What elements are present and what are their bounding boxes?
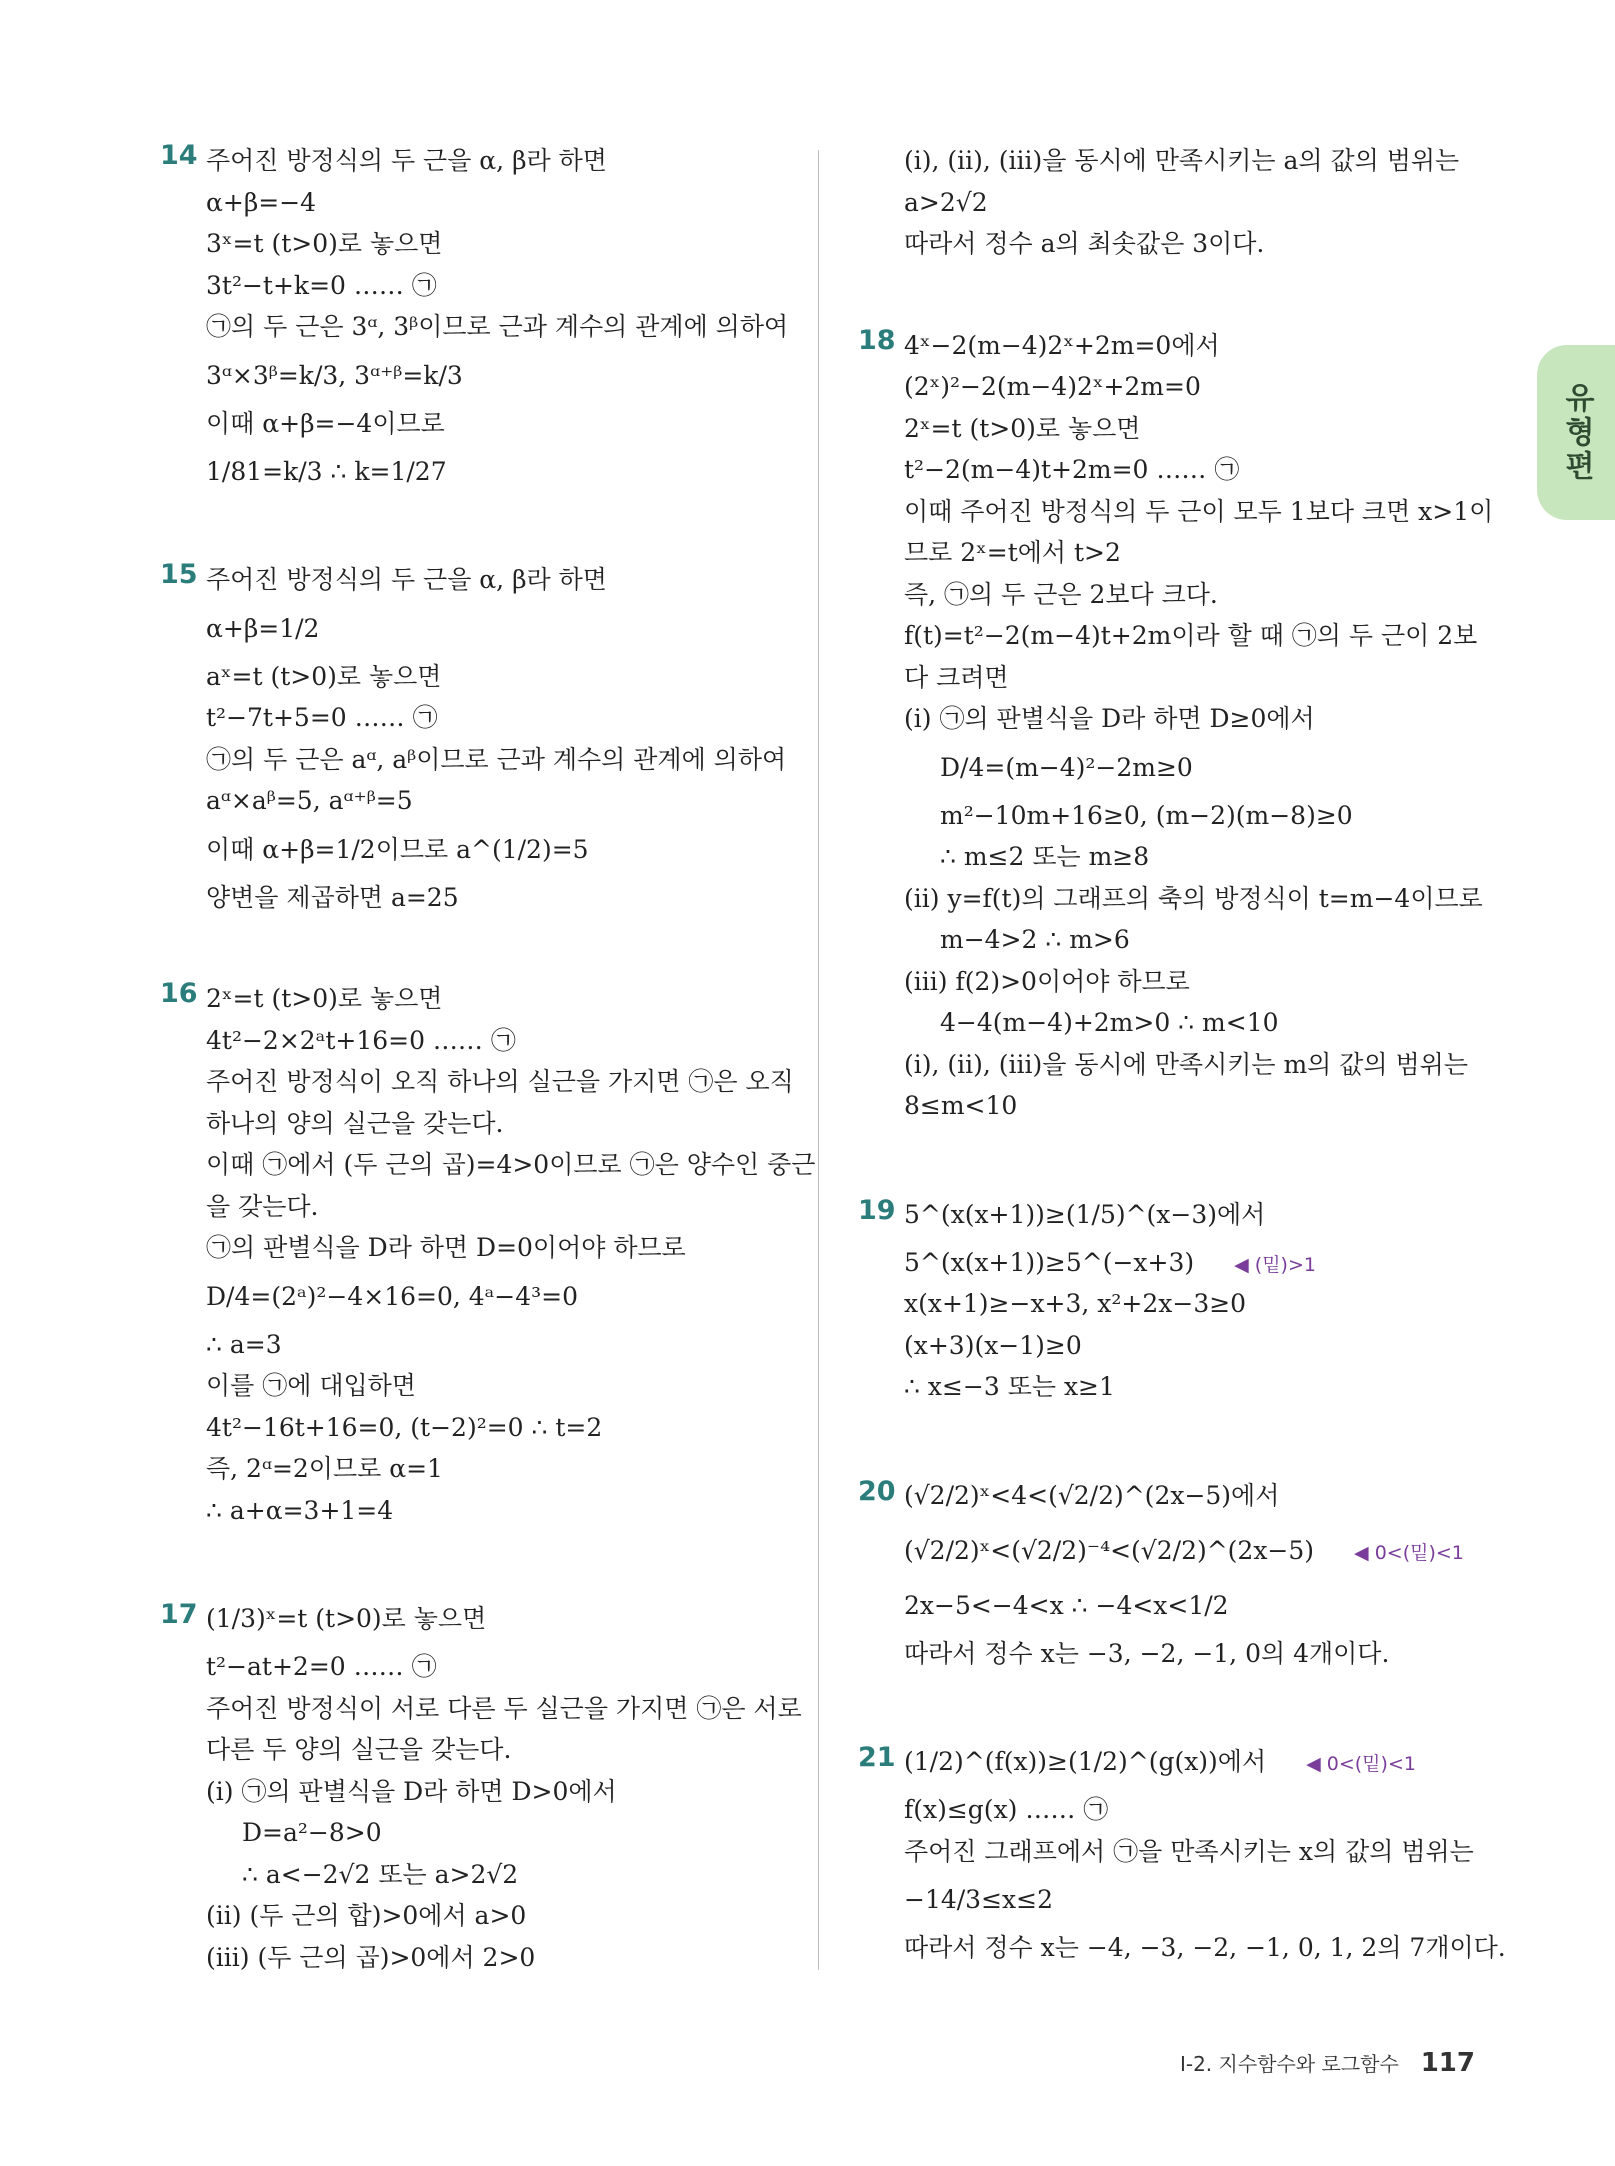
solution-line: −14/3≤x≤2 xyxy=(904,1885,1053,1914)
solution-line: 다 크려면 xyxy=(904,662,1009,692)
solution-line: 주어진 방정식이 오직 하나의 실근을 가지면 ㉠은 오직 xyxy=(206,1067,794,1096)
solution-line: 2ˣ=t (t>0)로 놓으면 xyxy=(206,984,443,1013)
solution-line: 을 갖는다. xyxy=(206,1191,319,1221)
solution-line: 4t²−2×2ᵃt+16=0 …… ㉠ xyxy=(206,1025,516,1055)
solution-line: (ⅰ), (ⅱ), (ⅲ)을 동시에 만족시키는 a의 값의 범위는 xyxy=(904,146,1460,175)
solution-line: 5^(x(x+1))≥5^(−x+3) xyxy=(904,1247,1195,1277)
solution-line: aˣ=t (t>0)로 놓으면 xyxy=(206,661,442,691)
solution-line: m−4>2 ∴ m>6 xyxy=(940,925,1130,954)
solution-line: D=a²−8>0 xyxy=(242,1818,382,1847)
solution-line: ㉠의 판별식을 D라 하면 D=0이어야 하므로 xyxy=(206,1233,686,1262)
problem-number: 19 xyxy=(858,1194,896,1226)
solution-line: 따라서 정수 x는 −4, −3, −2, −1, 0, 1, 2의 7개이다. xyxy=(904,1933,1506,1962)
solution-line: 2x−5<−4<x ∴ −4<x<1/2 xyxy=(904,1590,1229,1620)
solution-line: aᵅ×aᵝ=5, aᵅ⁺ᵝ=5 xyxy=(206,786,413,815)
solution-line: 주어진 그래프에서 ㉠을 만족시키는 x의 값의 범위는 xyxy=(904,1836,1474,1866)
solution-line: 3ˣ=t (t>0)로 놓으면 xyxy=(206,229,443,258)
problem-number: 16 xyxy=(160,978,198,1009)
solution-line: 5^(x(x+1))≥(1/5)^(x−3)에서 xyxy=(904,1199,1266,1229)
solution-line: (2ˣ)²−2(m−4)2ˣ+2m=0 xyxy=(904,372,1201,401)
solution-line: (ⅱ) y=f(t)의 그래프의 축의 방정식이 t=m−4이므로 xyxy=(904,883,1483,913)
solution-line: x(x+1)≥−x+3, x²+2x−3≥0 xyxy=(904,1289,1247,1318)
problem-19 xyxy=(858,1187,1498,1408)
problem-number: 15 xyxy=(160,559,198,590)
solution-line: 이를 ㉠에 대입하면 xyxy=(206,1371,416,1400)
solution-line: 므로 2ˣ=t에서 t>2 xyxy=(904,538,1121,567)
problem-number: 21 xyxy=(858,1742,896,1773)
solution-line: 따라서 정수 x는 −3, −2, −1, 0의 4개이다. xyxy=(904,1638,1390,1668)
problem-16 xyxy=(160,978,816,1531)
problem-number: 18 xyxy=(858,324,896,356)
solution-line: (ⅱ) (두 근의 합)>0에서 a>0 xyxy=(206,1901,527,1930)
page-number: 117 xyxy=(1420,2048,1475,2078)
base-note: ◀ 0<(밑)<1 xyxy=(1306,1753,1416,1775)
solution-line: ∴ a<−2√2 또는 a>2√2 xyxy=(242,1859,519,1889)
problem-17 xyxy=(160,1591,800,1978)
solution-line: 4t²−16t+16=0, (t−2)²=0 ∴ t=2 xyxy=(206,1412,603,1442)
solution-line: (√2/2)ˣ<(√2/2)⁻⁴<(√2/2)^(2x−5) xyxy=(904,1535,1315,1565)
solution-line: f(t)=t²−2(m−4)t+2m이라 할 때 ㉠의 두 근이 2보 xyxy=(904,621,1478,650)
solution-line: 1/81=k/3 ∴ k=1/27 xyxy=(206,457,447,486)
solution-line: t²−2(m−4)t+2m=0 …… ㉠ xyxy=(904,455,1240,484)
solution-line: 이때 주어진 방정식의 두 근이 모두 1보다 크면 x>1이 xyxy=(904,496,1494,526)
solution-line: ∴ a+α=3+1=4 xyxy=(206,1495,394,1525)
solution-line: 양변을 제곱하면 a=25 xyxy=(206,882,459,912)
problem-18 xyxy=(858,325,1498,1127)
footer-section: Ⅰ-2. 지수함수와 로그함수 xyxy=(1179,2052,1399,2076)
problem-20 xyxy=(858,1468,1498,1675)
solution-line: 하나의 양의 실근을 갖는다. xyxy=(206,1108,504,1138)
base-note: ◀ (밑)>1 xyxy=(1234,1253,1316,1276)
solution-line: ㉠의 두 근은 aᵅ, aᵝ이므로 근과 계수의 관계에 의하여 xyxy=(206,744,787,774)
problem-number: 17 xyxy=(160,1599,198,1630)
solution-line: ∴ a=3 xyxy=(206,1329,282,1359)
solution-line: D/4=(m−4)²−2m≥0 xyxy=(940,752,1193,782)
problem-17-continued xyxy=(858,140,1498,265)
solution-line: 주어진 방정식이 서로 다른 두 실근을 가지면 ㉠은 서로 xyxy=(206,1693,802,1723)
left-column xyxy=(160,140,816,1978)
solution-line: (√2/2)ˣ<4<(√2/2)^(2x−5)에서 xyxy=(904,1480,1280,1510)
solution-line: (1/2)^(f(x))≥(1/2)^(g(x))에서 xyxy=(904,1747,1267,1776)
solution-line: 8≤m<10 xyxy=(904,1091,1018,1120)
solution-line: 다른 두 양의 실근을 갖는다. xyxy=(206,1735,512,1764)
problem-number: 14 xyxy=(160,140,198,171)
solution-line: t²−at+2=0 …… ㉠ xyxy=(206,1652,437,1681)
solution-line: (1/3)ˣ=t (t>0)로 놓으면 xyxy=(206,1604,487,1633)
solution-line: ∴ x≤−3 또는 x≥1 xyxy=(904,1372,1115,1401)
solution-line: f(x)≤g(x) …… ㉠ xyxy=(904,1795,1109,1824)
base-note: ◀ 0<(밑)<1 xyxy=(1354,1541,1464,1564)
solution-line: 이때 α+β=−4이므로 xyxy=(206,408,445,438)
solution-line: t²−7t+5=0 …… ㉠ xyxy=(206,703,438,732)
solution-line: 4ˣ−2(m−4)2ˣ+2m=0에서 xyxy=(904,330,1220,360)
side-tab xyxy=(1537,345,1615,520)
solution-line: α+β=1/2 xyxy=(206,613,320,643)
solution-line: 4−4(m−4)+2m>0 ∴ m<10 xyxy=(940,1008,1279,1037)
solution-line: 주어진 방정식의 두 근을 α, β라 하면 xyxy=(206,565,607,594)
problem-21 xyxy=(858,1734,1506,1969)
solution-line: 즉, 2ᵅ=2이므로 α=1 xyxy=(206,1454,443,1483)
solution-line: (x+3)(x−1)≥0 xyxy=(904,1330,1082,1360)
solution-line: 3t²−t+k=0 …… ㉠ xyxy=(206,270,437,300)
solution-line: 2ˣ=t (t>0)로 놓으면 xyxy=(904,413,1141,443)
solution-line: (ⅰ) ㉠의 판별식을 D라 하면 D>0에서 xyxy=(206,1776,617,1806)
solution-line: (ⅰ), (ⅱ), (ⅲ)을 동시에 만족시키는 m의 값의 범위는 xyxy=(904,1049,1468,1079)
problem-number: 20 xyxy=(858,1475,896,1507)
solution-line: 주어진 방정식의 두 근을 α, β라 하면 xyxy=(206,146,607,175)
solution-line: (ⅰ) ㉠의 판별식을 D라 하면 D≥0에서 xyxy=(904,704,1315,733)
solution-line: m²−10m+16≥0, (m−2)(m−8)≥0 xyxy=(940,800,1353,830)
solution-line: 이때 ㉠에서 (두 근의 곱)=4>0이므로 ㉠은 양수인 중근 xyxy=(206,1150,816,1179)
solution-line: (ⅲ) f(2)>0이어야 하므로 xyxy=(904,966,1190,996)
solution-line: D/4=(2ᵃ)²−4×16=0, 4ᵃ−4³=0 xyxy=(206,1281,579,1311)
solution-line: a>2√2 xyxy=(904,187,988,217)
page-footer xyxy=(1180,2048,1475,2078)
side-tab-label: 유형편 xyxy=(1559,381,1594,484)
solution-line: α+β=−4 xyxy=(206,187,317,217)
solution-line: 이때 α+β=1/2이므로 a^(1/2)=5 xyxy=(206,834,589,864)
solution-line: ㉠의 두 근은 3ᵅ, 3ᵝ이므로 근과 계수의 관계에 의하여 xyxy=(206,312,789,341)
column-divider xyxy=(818,150,819,1970)
right-column xyxy=(858,140,1506,1969)
solution-line: 3ᵅ×3ᵝ=k/3, 3ᵅ⁺ᵝ=k/3 xyxy=(206,360,463,390)
solution-line: (ⅲ) (두 근의 곱)>0에서 2>0 xyxy=(206,1942,536,1972)
solution-line: ∴ m≤2 또는 m≥8 xyxy=(940,842,1150,871)
problem-14 xyxy=(160,140,800,499)
solution-line: 따라서 정수 a의 최솟값은 3이다. xyxy=(904,229,1265,258)
problem-15 xyxy=(160,559,800,918)
solution-line: 즉, ㉠의 두 근은 2보다 크다. xyxy=(904,579,1218,609)
